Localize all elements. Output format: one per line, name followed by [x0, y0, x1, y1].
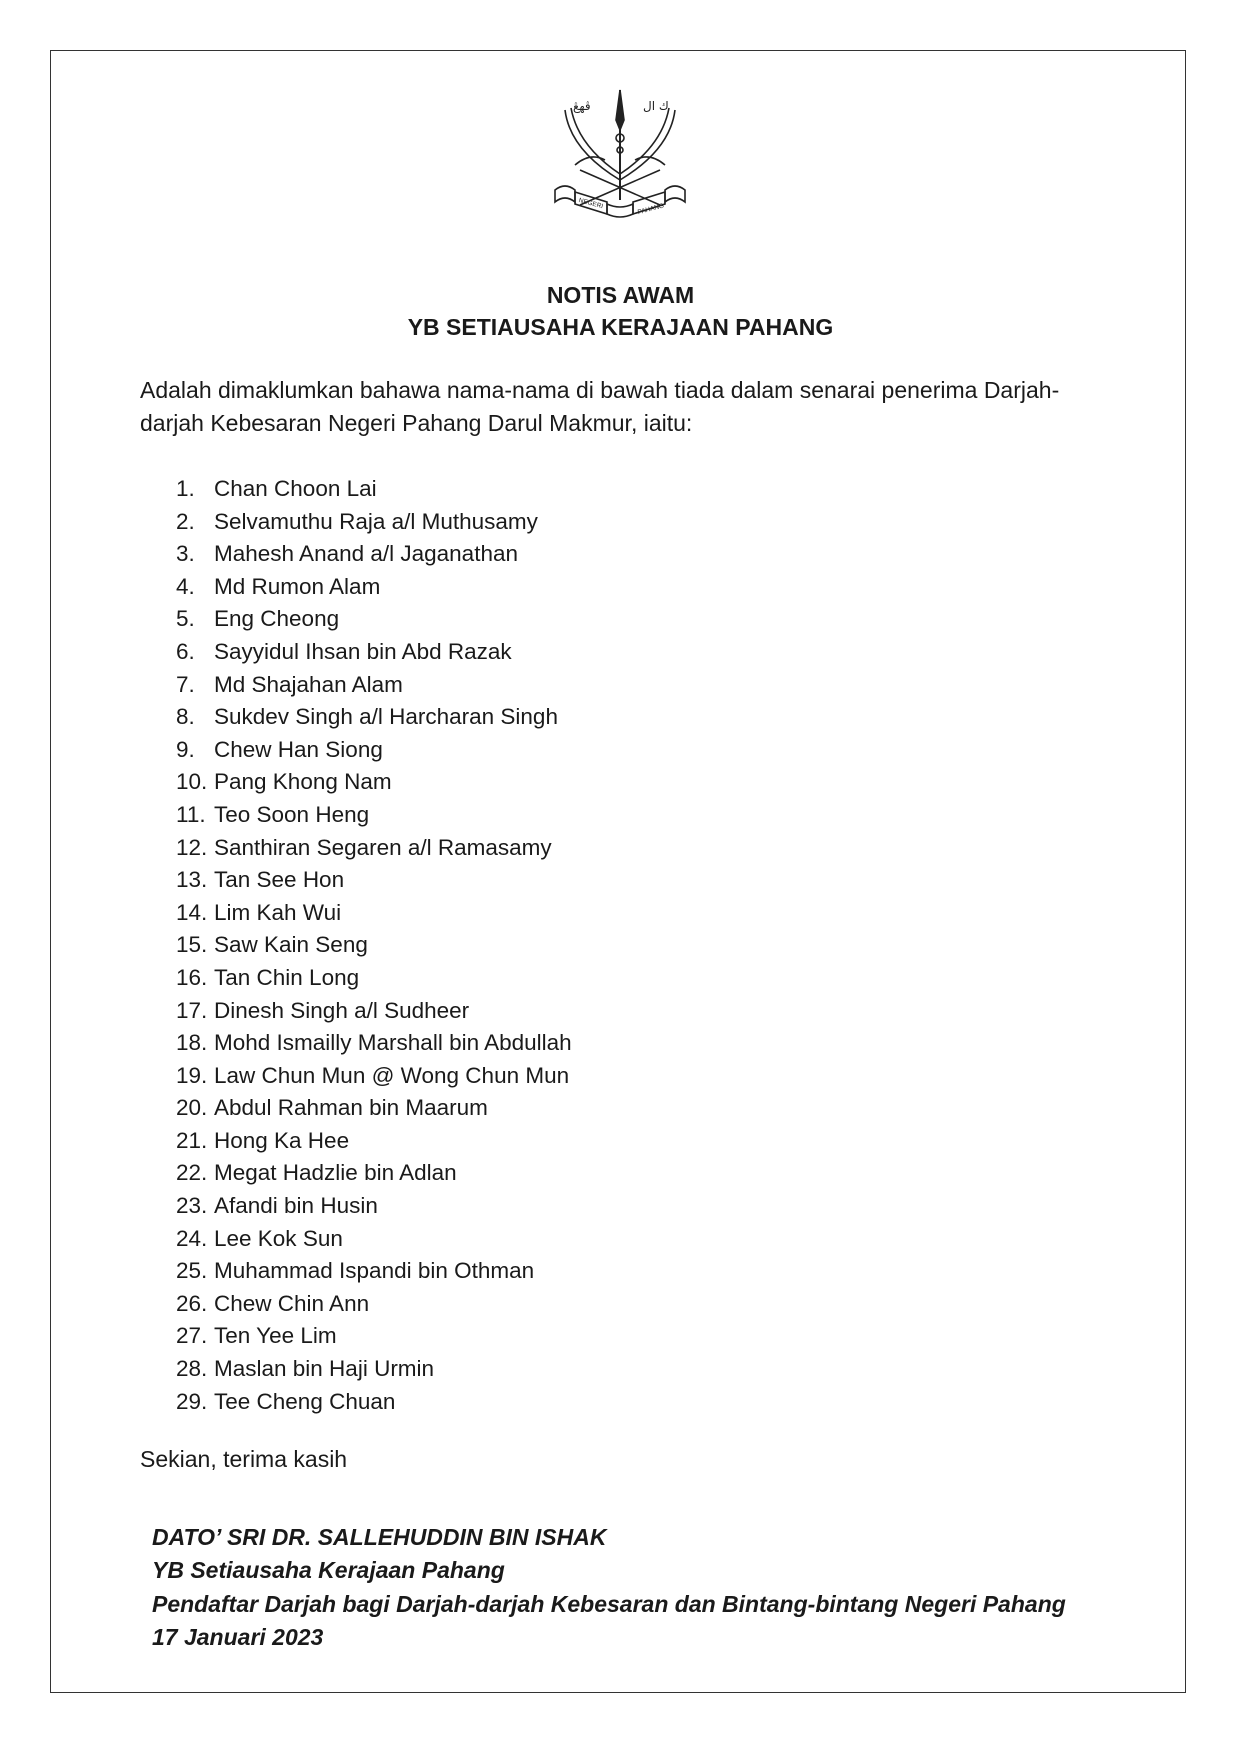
list-item-name: Lim Kah Wui — [214, 899, 342, 925]
list-item-number: 25. — [176, 1258, 208, 1284]
list-item-name: Tee Cheng Chuan — [214, 1388, 396, 1414]
list-item-number: 20. — [176, 1095, 208, 1121]
signatory-title: YB Setiausaha Kerajaan Pahang — [152, 1557, 505, 1583]
list-item-name: Md Shajahan Alam — [214, 671, 403, 697]
crest-scroll-pahang: PAHANG — [636, 202, 665, 217]
list-item — [176, 1386, 572, 1419]
list-item-number: 4. — [176, 573, 195, 599]
list-item-number: 10. — [176, 769, 208, 795]
list-item — [176, 929, 572, 962]
list-item-name: Abdul Rahman bin Maarum — [214, 1095, 488, 1121]
list-item-name: Selvamuthu Raja a/l Muthusamy — [214, 508, 538, 534]
list-item-number: 19. — [176, 1062, 208, 1088]
signatory-name: DATO’ SRI DR. SALLEHUDDIN BIN ISHAK — [152, 1524, 607, 1550]
list-item — [176, 1288, 572, 1321]
list-item-name: Hong Ka Hee — [214, 1127, 350, 1153]
list-item-number: 12. — [176, 834, 208, 860]
list-item-name: Mahesh Anand a/l Jaganathan — [214, 541, 518, 567]
list-item-name: Maslan bin Haji Urmin — [214, 1356, 435, 1382]
list-item-number: 11. — [176, 801, 206, 827]
list-item-number: 7. — [176, 671, 195, 697]
list-item-number: 6. — [176, 638, 195, 664]
list-item-name: Ten Yee Lim — [214, 1323, 337, 1349]
list-item — [176, 1157, 572, 1190]
list-item — [176, 571, 572, 604]
list-item-name: Mohd Ismailly Marshall bin Abdullah — [214, 1030, 572, 1056]
pahang-state-crest-icon — [545, 80, 695, 235]
recipient-name-list — [176, 473, 572, 1418]
crest-jawi-left: ڤهڠ — [573, 99, 591, 113]
closing-remark: Sekian, terima kasih — [140, 1446, 348, 1472]
list-item-name: Tan See Hon — [214, 867, 345, 893]
list-item-number: 8. — [176, 704, 195, 730]
notice-intro: Adalah dimaklumkan bahawa nama-nama di bawah tiada dalam senarai penerima Darjah-darjah Kebesaran Negeri Pahang Darul Makmur, iaitu: — [140, 377, 1060, 436]
list-item-name: Saw Kain Seng — [214, 932, 368, 958]
list-item-number: 15. — [176, 932, 208, 958]
list-item-number: 2. — [176, 508, 195, 534]
notice-subtitle: YB SETIAUSAHA KERAJAAN PAHANG — [407, 314, 834, 340]
list-item — [176, 799, 572, 832]
list-item — [176, 1092, 572, 1125]
list-item — [176, 538, 572, 571]
list-item-name: Chan Choon Lai — [214, 476, 377, 501]
list-item-name: Santhiran Segaren a/l Ramasamy — [214, 834, 552, 860]
list-item — [176, 701, 572, 734]
list-item-number: 22. — [176, 1160, 208, 1186]
list-item — [176, 766, 572, 799]
list-item-number: 16. — [176, 964, 208, 990]
list-item-number: 29. — [176, 1388, 208, 1414]
list-item — [176, 1353, 572, 1386]
list-item — [176, 832, 572, 865]
list-item-number: 21. — [176, 1127, 208, 1153]
list-item-number: 9. — [176, 736, 195, 762]
list-item — [176, 669, 572, 702]
list-item-number: 14. — [176, 899, 208, 925]
list-item — [176, 506, 572, 539]
list-item — [176, 1190, 572, 1223]
list-item — [176, 962, 572, 995]
list-item-number: 24. — [176, 1225, 208, 1251]
list-item-name: Law Chun Mun @ Wong Chun Mun — [214, 1062, 570, 1088]
list-item-number: 26. — [176, 1290, 208, 1316]
list-item-name: Chew Han Siong — [214, 736, 383, 762]
list-item — [176, 897, 572, 930]
list-item-name: Sukdev Singh a/l Harcharan Singh — [214, 704, 558, 730]
list-item-number: 28. — [176, 1356, 208, 1382]
list-item — [176, 1223, 572, 1256]
list-item-number: 23. — [176, 1193, 208, 1219]
crest-scroll-negeri: NEGERI — [577, 197, 604, 211]
list-item — [176, 864, 572, 897]
notice-title: NOTIS AWAM — [546, 282, 695, 308]
list-item-number: 27. — [176, 1323, 208, 1349]
crest-jawi-right: ك ال — [643, 99, 669, 113]
list-item-name: Md Rumon Alam — [214, 573, 381, 599]
notice-date: 17 Januari 2023 — [152, 1624, 324, 1650]
list-item-name: Tan Chin Long — [214, 964, 360, 990]
list-item — [176, 636, 572, 669]
list-item-number: 5. — [176, 606, 195, 632]
list-item-name: Pang Khong Nam — [214, 769, 392, 795]
list-item-name: Muhammad Ispandi bin Othman — [214, 1258, 535, 1284]
list-item-name: Chew Chin Ann — [214, 1290, 370, 1316]
list-item-number: 18. — [176, 1030, 208, 1056]
list-item — [176, 603, 572, 636]
list-item — [176, 1320, 572, 1353]
list-item — [176, 1255, 572, 1288]
list-item-name: Teo Soon Heng — [214, 801, 370, 827]
list-item — [176, 1027, 572, 1060]
list-item — [176, 734, 572, 767]
list-item — [176, 473, 572, 506]
list-item-name: Megat Hadzlie bin Adlan — [214, 1160, 457, 1186]
list-item — [176, 1060, 572, 1093]
list-item-name: Lee Kok Sun — [214, 1225, 343, 1251]
list-item — [176, 1125, 572, 1158]
list-item-number: 3. — [176, 541, 195, 567]
list-item-name: Afandi bin Husin — [214, 1193, 378, 1219]
signatory-role: Pendaftar Darjah bagi Darjah-darjah Kebesaran dan Bintang-bintang Negeri Pahang — [152, 1591, 1066, 1617]
list-item-number: 13. — [176, 867, 208, 893]
list-item-name: Eng Cheong — [214, 606, 340, 632]
list-item-number: 1. — [176, 476, 195, 501]
list-item-name: Sayyidul Ihsan bin Abd Razak — [214, 638, 512, 664]
list-item-number: 17. — [176, 997, 208, 1023]
list-item-name: Dinesh Singh a/l Sudheer — [214, 997, 470, 1023]
list-item — [176, 995, 572, 1028]
